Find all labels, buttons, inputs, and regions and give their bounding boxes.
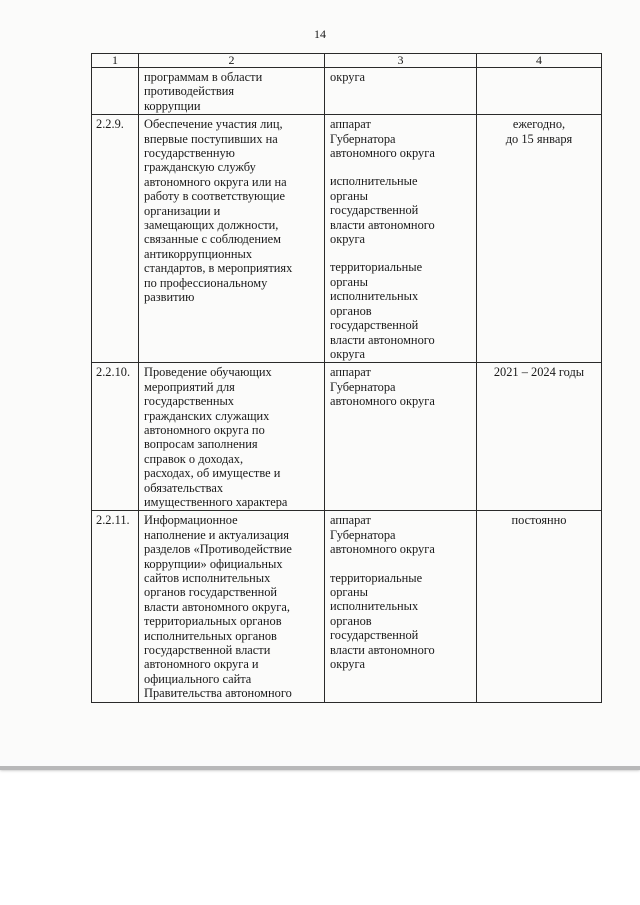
measure-text-line: Правительства автономного [144,686,292,701]
measure-text-line: по профессиональному [144,275,268,290]
executor-text-line: государственной [330,318,419,333]
executor-text-line: власти автономного [330,642,435,657]
deadline [477,511,602,702]
header-col-4: 4 [477,54,602,68]
executor-text-line: округа [330,232,366,247]
measure-text-line: государственную [144,146,235,161]
plan-table [91,53,602,703]
measure-text-line: стандартов, в мероприятиях [144,261,293,276]
measure-text-line: противодействия [144,84,235,99]
measure-description [139,68,325,115]
item-number [92,68,139,115]
deadline-text-line: постоянно [511,513,567,528]
executor-text-line: аппарат [330,513,371,528]
item-number: 2.2.9. [92,115,139,363]
responsible-executors [325,115,477,363]
measure-text-line: вопросам заполнения [144,437,258,452]
measure-text-line: разделов «Противодействие [144,542,292,557]
measure-text-line: работу в соответствующие [144,189,285,204]
deadline [477,115,602,363]
measure-text-line: обязательствах [144,480,224,495]
executor-text-line: органов [330,613,372,628]
table-row [92,68,602,115]
page-number: 14 [314,27,326,41]
measure-text-line: впервые поступивших на [144,131,278,146]
measure-text-line: антикоррупционных [144,246,253,261]
executor-text-line: Губернатора [330,379,396,394]
executor-text-line: государственной [330,203,419,218]
measure-text-line: исполнительных органов [144,628,277,643]
measure-text-line: гражданских служащих [144,408,270,423]
measure-text-line: замещающих должности, [144,218,279,233]
measure-text-line: территориальных органов [144,614,282,629]
table-row [92,115,602,363]
executor-text-line: аппарат [330,117,371,132]
responsible-executors [325,363,477,511]
measure-text-line: Проведение обучающих [144,365,272,380]
measure-text-line: государственных [144,394,235,409]
measure-text-line: развитию [144,290,195,305]
measure-text-line: государственной власти [144,643,271,658]
measure-text-line: автономного округа и [144,657,259,672]
measure-text-line: гражданскую службу [144,160,256,175]
measure-description [139,511,325,702]
measure-text-line: наполнение и актуализация [144,527,289,542]
executor-text-line: власти автономного [330,217,435,232]
measure-description [139,115,325,363]
table-row [92,511,602,702]
table-body [92,68,602,703]
table-row [92,363,602,511]
measure-text-line: коррупции» официальных [144,556,283,571]
executor-group-gap [330,557,471,571]
executor-text-line: государственной [330,628,419,643]
measure-text-line: программам в области [144,70,263,84]
header-col-1: 1 [92,54,139,68]
responsible-executors [325,68,477,115]
responsible-executors [325,511,477,702]
item-number: 2.2.10. [92,363,139,511]
executor-text-line: органы [330,274,368,289]
executor-text-line: исполнительных [330,289,419,304]
measure-text-line: органов государственной [144,585,278,600]
measure-text-line: справок о доходах, [144,451,244,466]
executor-text-line: Губернатора [330,131,396,146]
measure-text-line: мероприятий для [144,379,235,394]
deadline-text-line: ежегодно, [512,117,566,132]
measure-text-line: расходах, об имуществе и [144,466,281,481]
executor-text-line: округа [330,70,366,84]
measure-text-line: связанные с соблюдением [144,232,281,247]
measure-text-line: организации и [144,203,221,218]
header-row [92,54,602,68]
executor-text-line: округа [330,346,366,361]
executor-group-gap [330,160,471,174]
executor-text-line: автономного округа [330,146,435,161]
measure-text-line: официального сайта [144,671,252,686]
executor-text-line: исполнительных [330,599,419,614]
measure-text-line: Информационное [144,513,238,528]
scan-bottom-edge [0,766,640,770]
measure-text-line: коррупции [144,98,201,113]
header-col-3: 3 [325,54,477,68]
executor-text-line: органы [330,188,368,203]
measure-text-line: власти автономного округа, [144,599,290,614]
header-col-2: 2 [139,54,325,68]
deadline-text-line: до 15 января [505,131,573,146]
executor-text-line: территориальные [330,570,423,585]
executor-text-line: Губернатора [330,527,396,542]
executor-text-line: автономного округа [330,394,435,409]
executor-text-line: власти автономного [330,332,435,347]
executor-text-line: автономного округа [330,542,435,557]
deadline [477,68,602,115]
executor-group-gap [330,246,471,260]
measure-text-line: автономного округа или на [144,174,287,189]
executor-text-line: органы [330,585,368,599]
measure-description [139,363,325,511]
deadline-text-line: 2021 – 2024 годы [493,365,585,380]
deadline [477,363,602,511]
measure-text-line: автономного округа по [144,422,265,437]
measure-text-line: Обеспечение участия лиц, [144,117,283,132]
executor-text-line: органов [330,303,372,318]
executor-text-line: территориальные [330,260,423,275]
measure-text-line: сайтов исполнительных [144,571,271,585]
executor-text-line: аппарат [330,365,371,380]
item-number: 2.2.11. [92,511,139,702]
executor-text-line: округа [330,657,366,672]
executor-text-line: исполнительные [330,174,418,189]
measure-text-line: имущественного характера [144,494,288,509]
